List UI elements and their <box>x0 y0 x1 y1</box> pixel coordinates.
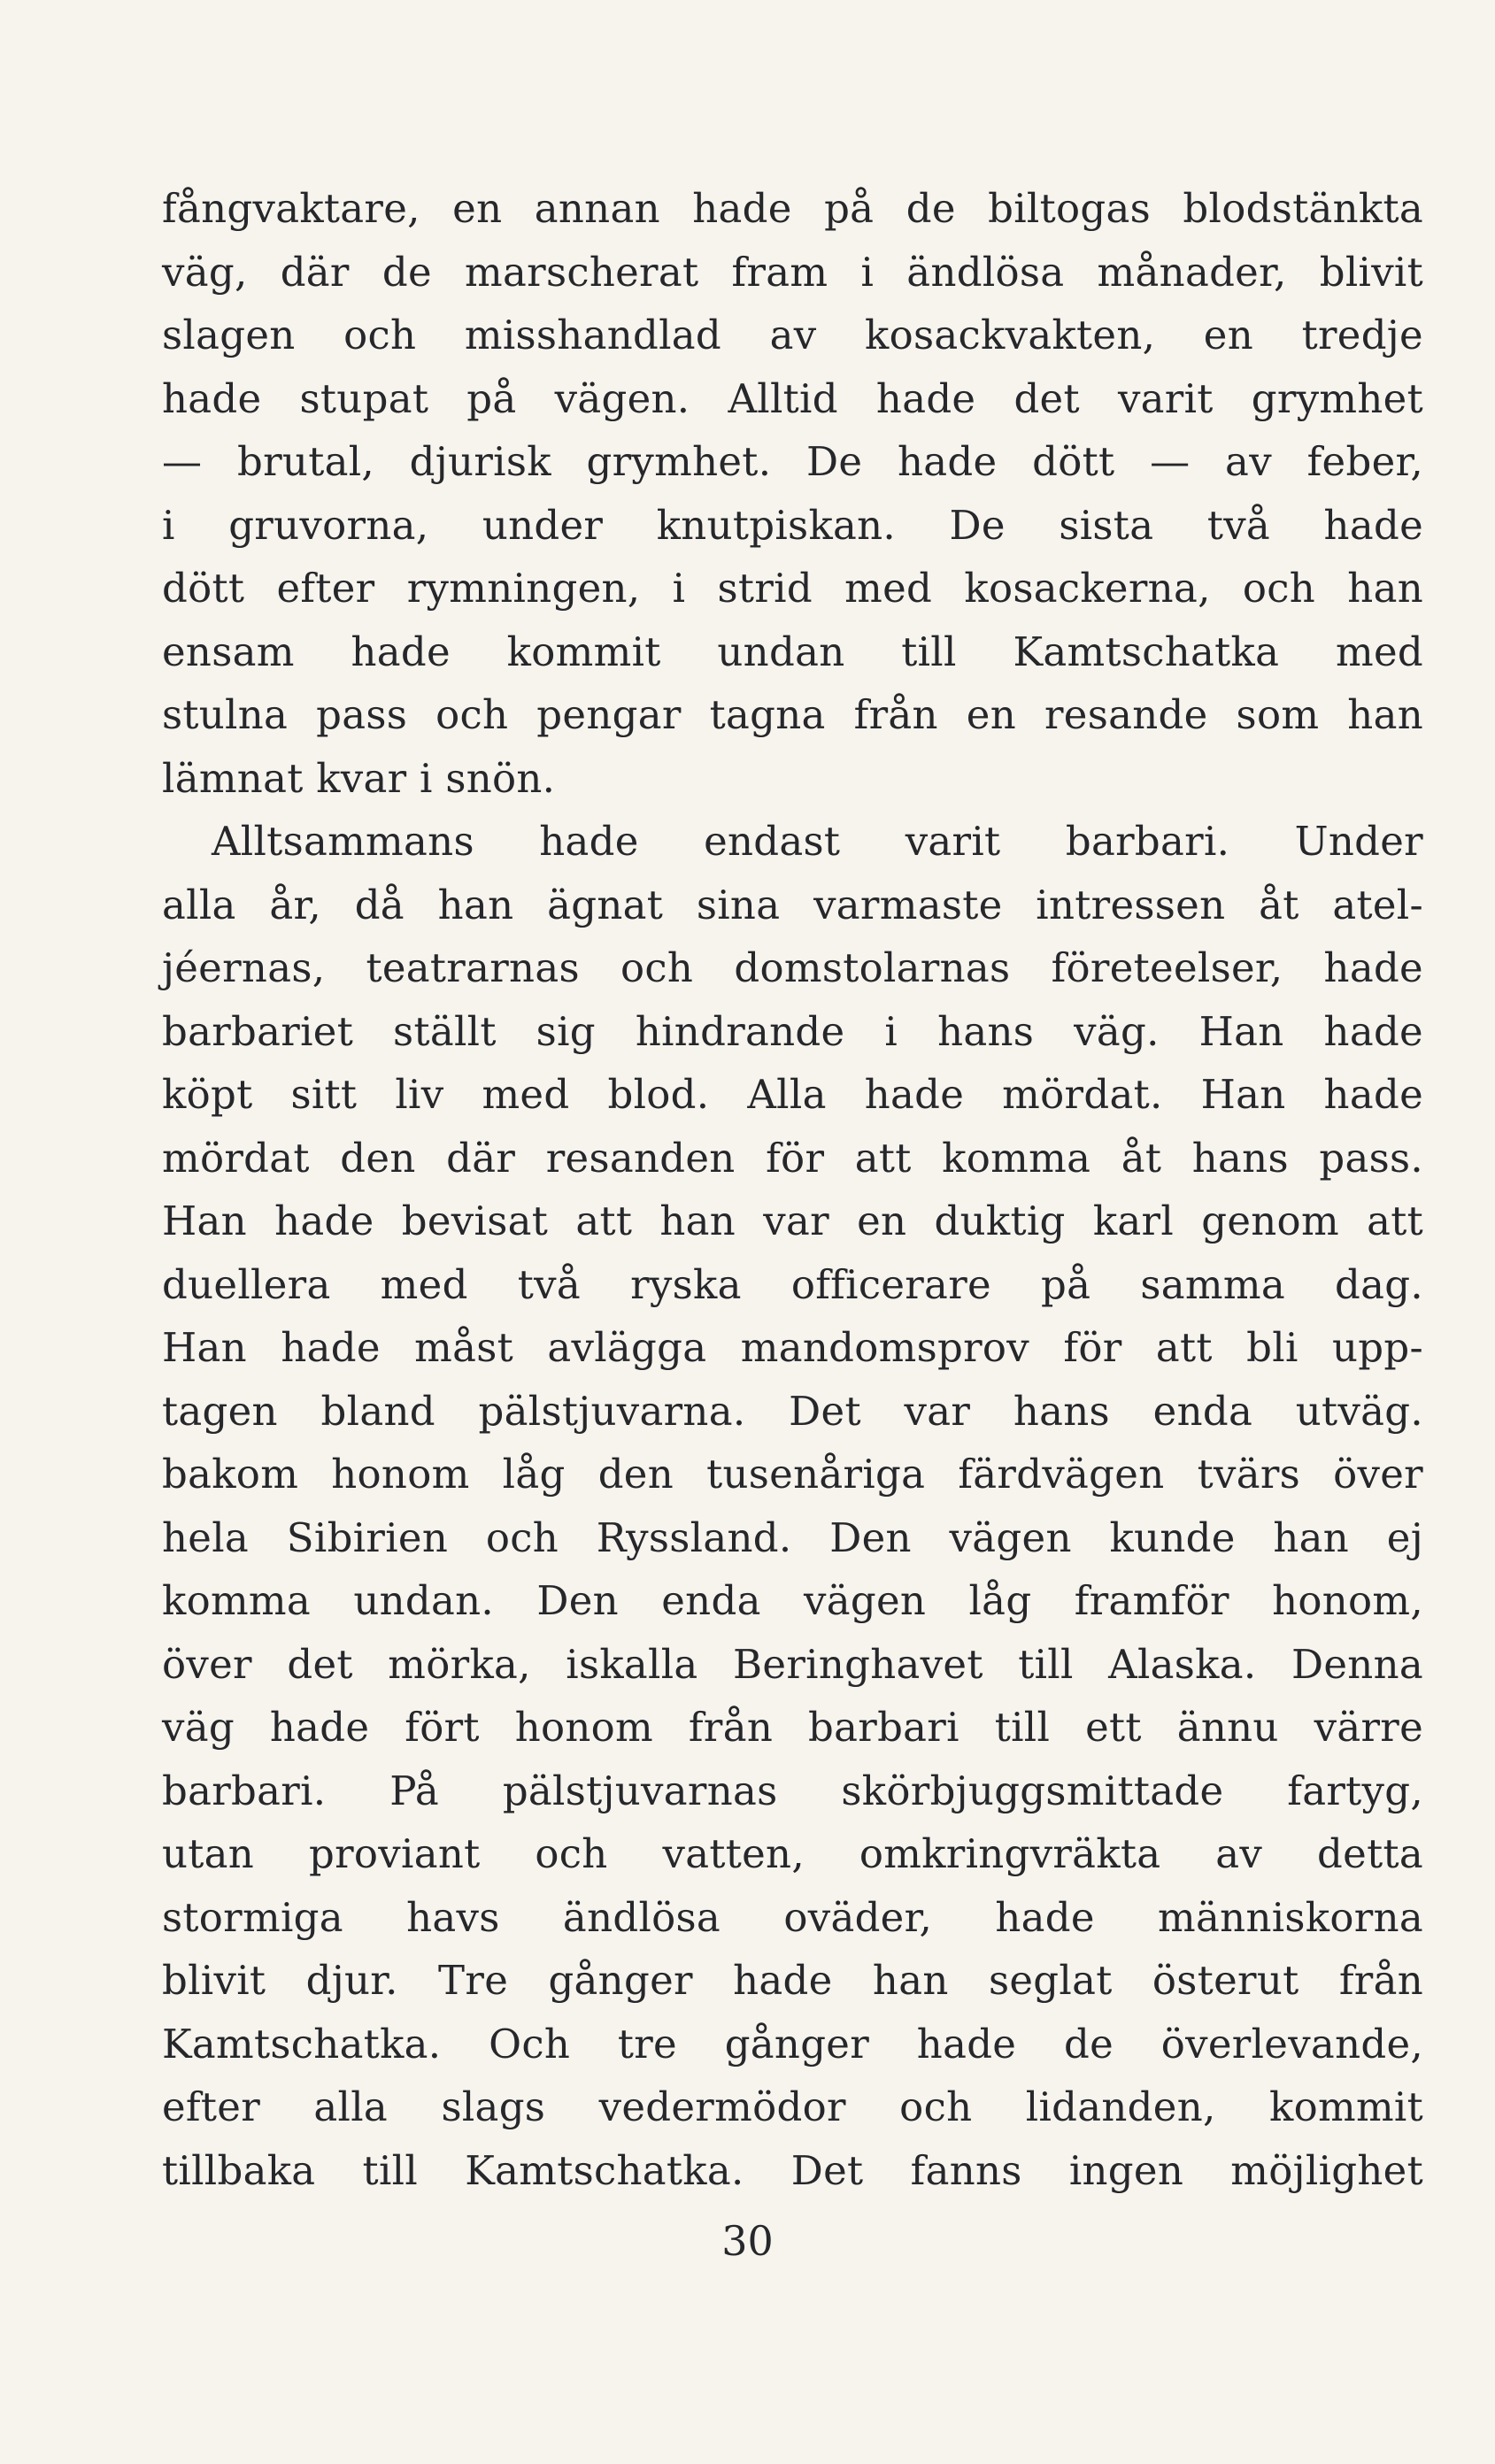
text-line: tagen bland pälstjuvarna. Det var hans enda utväg. <box>162 1387 1423 1435</box>
page-number: 30 <box>721 2217 774 2265</box>
text-line: dött efter rymningen, i strid med kosackerna, och han <box>162 565 1423 612</box>
text-line: hela Sibirien och Ryssland. Den vägen kunde han ej <box>162 1513 1423 1561</box>
text-line: lämnat kvar i snön. <box>162 754 556 802</box>
text-line: Alltsammans hade endast varit barbari. Under <box>212 818 1423 865</box>
text-line: stulna pass och pengar tagna från en resande som han <box>162 691 1423 738</box>
text-line: barbari. På pälstjuvarnas skörbjuggsmittade fartyg, <box>162 1767 1423 1814</box>
text-line: duellera med två ryska officerare på samma dag. <box>162 1260 1423 1308</box>
text-line: ensam hade kommit undan till Kamtschatka med <box>162 628 1423 675</box>
text-line: tillbaka till Kamtschatka. Det fanns ingen möjlighet <box>162 2146 1423 2194</box>
text-line: i gruvorna, under knutpiskan. De sista två hade <box>162 501 1423 549</box>
text-line: Han hade måst avlägga mandomsprov för att bli upp- <box>162 1324 1423 1371</box>
text-line: jéernas, teatrarnas och domstolarnas företeelser, hade <box>162 944 1423 991</box>
text-line: Han hade bevisat att han var en duktig karl genom att <box>162 1197 1423 1244</box>
text-line: alla år, då han ägnat sina varmaste intressen åt atel- <box>162 881 1423 928</box>
text-line: köpt sitt liv med blod. Alla hade mördat. Han hade <box>162 1071 1423 1118</box>
body-text <box>162 177 1423 2202</box>
text-line: fångvaktare, en annan hade på de biltogas blodstänkta <box>162 185 1423 232</box>
text-line: väg hade fört honom från barbari till ett ännu värre <box>162 1704 1423 1751</box>
text-line: blivit djur. Tre gånger hade han seglat österut från <box>162 1957 1423 2004</box>
text-line: stormiga havs ändlösa oväder, hade människorna <box>162 1893 1423 1941</box>
text-line: hade stupat på vägen. Alltid hade det varit grymhet <box>162 374 1423 422</box>
text-line: väg, där de marscherat fram i ändlösa månader, blivit <box>162 248 1423 296</box>
text-line: — brutal, djurisk grymhet. De hade dött — av feber, <box>162 438 1423 485</box>
text-line: bakom honom låg den tusenåriga färdvägen tvärs över <box>162 1451 1423 1498</box>
text-line: över det mörka, iskalla Beringhavet till Alaska. Denna <box>162 1640 1423 1688</box>
text-line: slagen och misshandlad av kosackvakten, en tredje <box>162 312 1423 358</box>
text-line: mördat den där resanden för att komma åt hans pass. <box>162 1134 1423 1182</box>
text-line: komma undan. Den enda vägen låg framför honom, <box>162 1577 1423 1624</box>
text-line: efter alla slags vedermödor och lidanden, kommit <box>162 2083 1423 2130</box>
text-line: Kamtschatka. Och tre gånger hade de överlevande, <box>162 2020 1423 2067</box>
text-line: utan proviant och vatten, omkringvräkta av detta <box>162 1830 1423 1877</box>
text-line: barbariet ställt sig hindrande i hans väg. Han hade <box>162 1007 1423 1055</box>
